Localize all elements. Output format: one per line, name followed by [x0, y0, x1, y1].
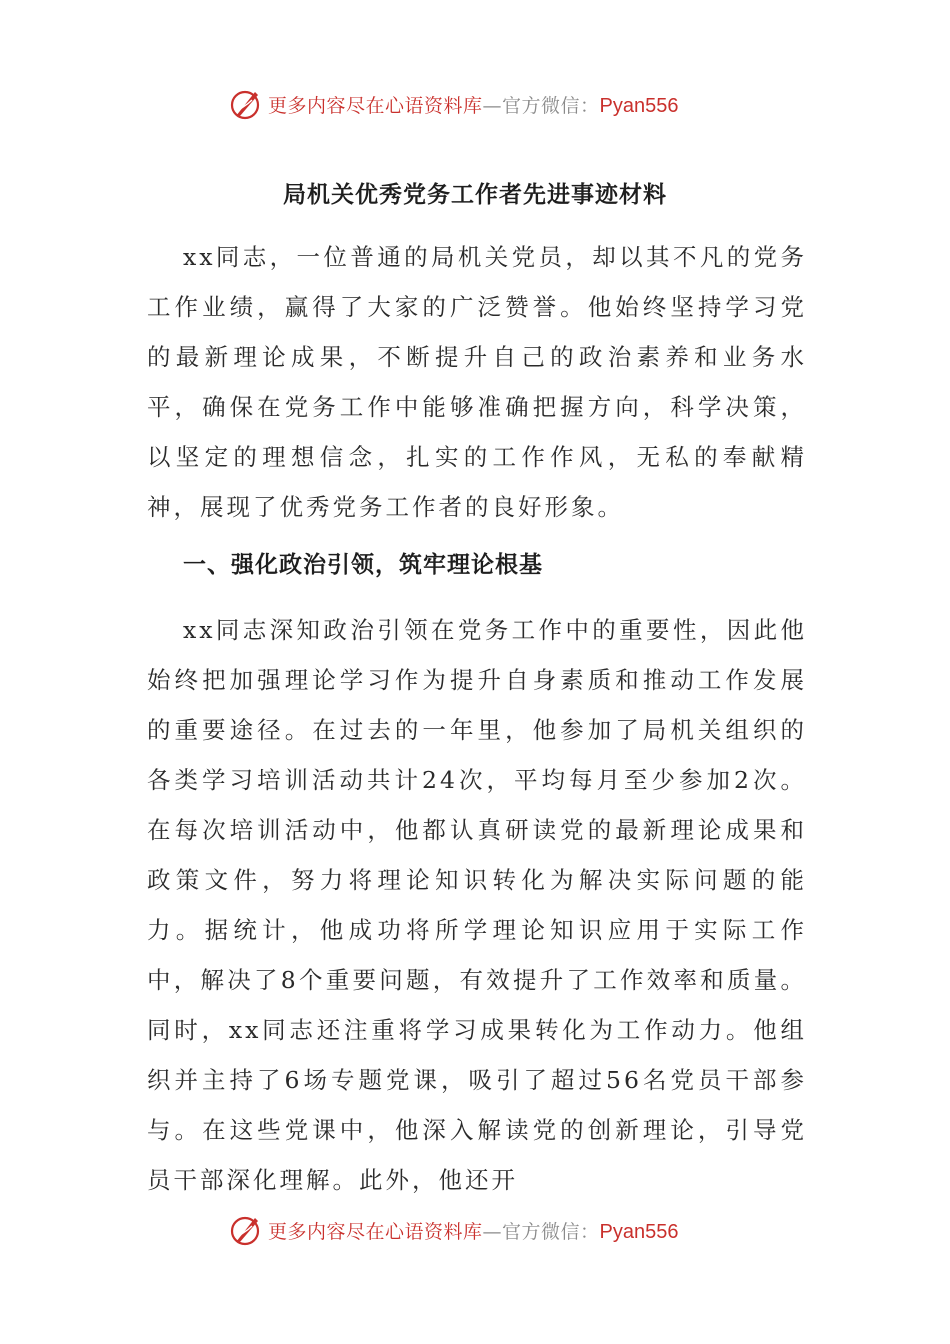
- quill-pen-logo-icon: [228, 86, 264, 122]
- watermark-wechat-id: Pyan556: [599, 1220, 679, 1243]
- quill-pen-logo-icon: [228, 1212, 264, 1248]
- watermark-dash: —: [482, 1220, 503, 1243]
- watermark-label: 官方微信：: [502, 1220, 600, 1243]
- watermark-brand: 更多内容尽在心语资料库: [268, 1220, 483, 1243]
- section-body-paragraph: xx同志深知政治引领在党务工作中的重要性，因此他始终把加强理论学习作为提升自身素质和推动工作发展的重要途径。在过去的一年里，他参加了局机关组织的各类学习培训活动共计24次，平均每月至少参加2次。在每次培训活动中，他都认真研读党的最新理论成果和政策文件，努力将理论知识转化为解决实际问题的能力。据统计，他成功将所学理论知识应用于实际工作中，解决了8个重要问题，有效提升了工作效率和质量。同时，xx同志还注重将学习成果转化为工作动力。他组织并主持了6场专题党课，吸引了超过56名党员干部参与。在这些党课中，他深入解读党的创新理论，引导党员干部深化理解。此外，他还开: [147, 616, 807, 1194]
- watermark-wechat-id: Pyan556: [599, 94, 679, 117]
- header-watermark: [228, 86, 679, 122]
- section-heading: 一、强化政治引领，筑牢理论根基: [183, 552, 543, 578]
- watermark-brand: 更多内容尽在心语资料库: [268, 94, 483, 117]
- document-title: 局机关优秀党务工作者先进事迹材料: [283, 181, 667, 208]
- watermark-dash: —: [482, 94, 503, 117]
- footer-watermark: [228, 1212, 679, 1248]
- intro-paragraph: xx同志，一位普通的局机关党员，却以其不凡的党务工作业绩，赢得了大家的广泛赞誉。他始终坚持学习党的最新理论成果，不断提升自己的政治素养和业务水平，确保在党务工作中能够准确把握方向，科学决策，以坚定的理想信念，扎实的工作作风，无私的奉献精神，展现了优秀党务工作者的良好形象。: [147, 243, 807, 521]
- watermark-label: 官方微信：: [502, 94, 600, 117]
